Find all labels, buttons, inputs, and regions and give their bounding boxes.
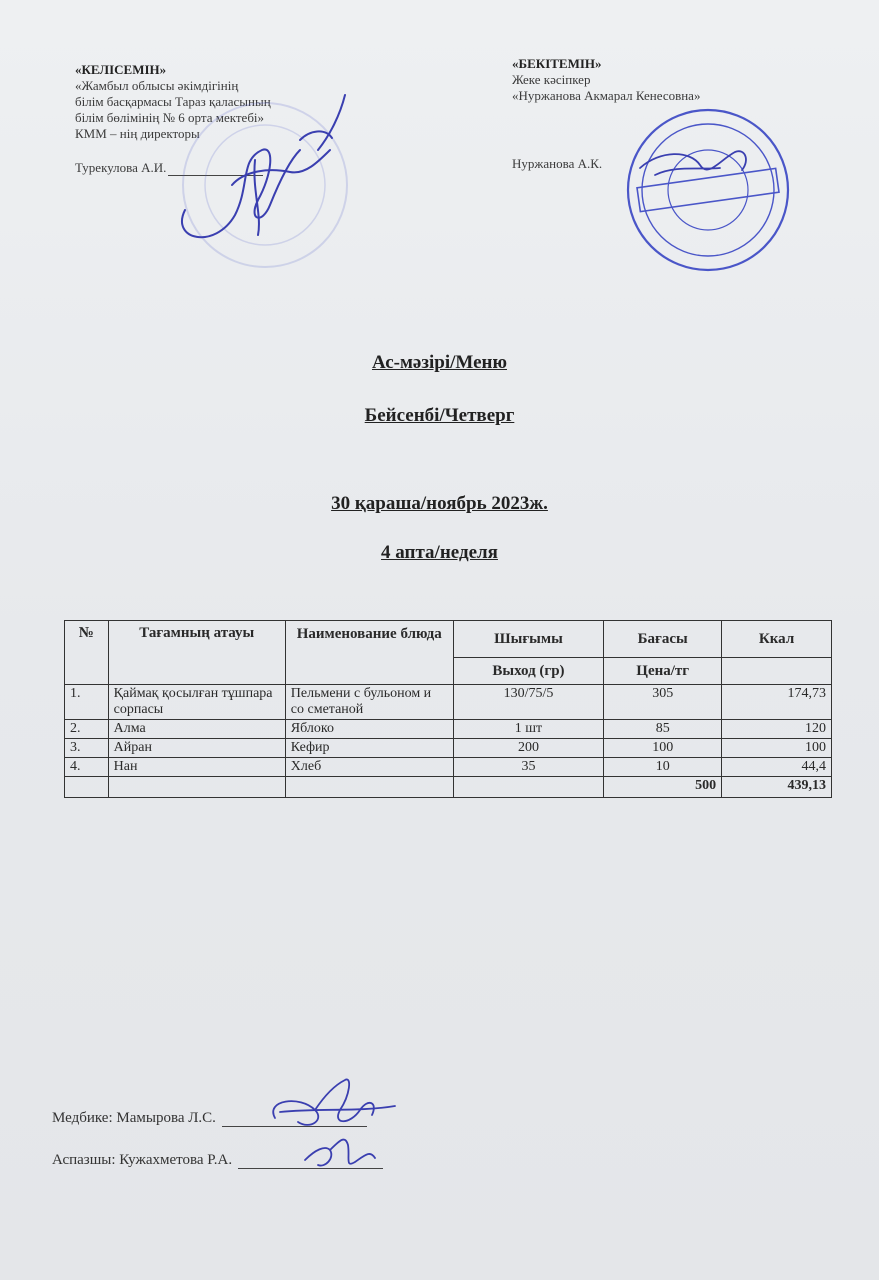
cell-empty [65, 777, 109, 798]
signer-line [75, 160, 375, 176]
signer-name: Турекулова А.И. [75, 160, 167, 175]
header-no: № [65, 621, 109, 685]
total-kcal: 439,13 [722, 777, 832, 798]
cell-output: 35 [453, 758, 604, 777]
approval-line: білім басқармасы Тараз қаласының [75, 94, 271, 109]
table-row [65, 685, 832, 720]
approval-heading: «КЕЛІСЕМІН» [75, 62, 167, 77]
cell-no: 1. [65, 685, 109, 720]
approval-line: «Нуржанова Акмарал Кенесовна» [512, 88, 701, 103]
approval-block-right [512, 56, 812, 172]
cell-kcal: 174,73 [722, 685, 832, 720]
day-title: Бейсенбі/Четверг [364, 405, 515, 426]
cell-empty [108, 777, 285, 798]
table-row [65, 758, 832, 777]
header-name-kz: Тағамның атауы [108, 621, 285, 685]
menu-table [64, 620, 832, 798]
cell-output: 200 [453, 739, 604, 758]
header-name-ru: Наименование блюда [285, 621, 453, 685]
cell-name-kz: Нан [108, 758, 285, 777]
cook-signature-line [52, 1152, 383, 1169]
week-title: 4 апта/неделя [381, 542, 498, 563]
header-price-ru: Цена/тг [604, 658, 722, 685]
table-row [65, 739, 832, 758]
signature-underline [222, 1126, 367, 1127]
cell-name-ru: Кефир [285, 739, 453, 758]
cell-name-kz: Қаймақ қосылған тұшпара сорпасы [108, 685, 285, 720]
cell-price: 100 [604, 739, 722, 758]
approval-line: «Жамбыл облысы әкімдігінің [75, 78, 239, 93]
signer-name: Нуржанова А.К. [512, 156, 603, 171]
cell-name-ru: Пельмени с бульоном и со сметаной [285, 685, 453, 720]
cell-no: 2. [65, 720, 109, 739]
cell-no: 3. [65, 739, 109, 758]
cell-output: 130/75/5 [453, 685, 604, 720]
cell-price: 305 [604, 685, 722, 720]
cell-kcal: 100 [722, 739, 832, 758]
approval-line: КММ – нің директоры [75, 126, 200, 141]
table-row [65, 720, 832, 739]
cook-name: Аспазшы: Кужахметова Р.А. [52, 1152, 233, 1168]
header-output-kz: Шығымы [453, 621, 604, 658]
cell-name-ru: Хлеб [285, 758, 453, 777]
menu-title: Ас-мәзірі/Меню [371, 352, 507, 373]
cell-price: 85 [604, 720, 722, 739]
signature-underline [238, 1168, 383, 1169]
cell-name-kz: Айран [108, 739, 285, 758]
cell-kcal: 120 [722, 720, 832, 739]
cell-name-ru: Яблоко [285, 720, 453, 739]
cell-empty [453, 777, 604, 798]
approval-heading: «БЕКІТЕМІН» [512, 56, 602, 71]
nurse-name: Медбике: Мамырова Л.С. [52, 1110, 216, 1126]
header-kcal: Ккал [722, 621, 832, 658]
cell-name-kz: Алма [108, 720, 285, 739]
cell-price: 10 [604, 758, 722, 777]
signature-underline [168, 175, 263, 176]
cell-kcal: 44,4 [722, 758, 832, 777]
table-total-row [65, 777, 832, 798]
approval-line: білім бөлімінің № 6 орта мектебі» [75, 110, 265, 125]
approval-block-left [75, 62, 375, 176]
cell-output: 1 шт [453, 720, 604, 739]
nurse-signature-line [52, 1110, 367, 1127]
cell-empty [285, 777, 453, 798]
date-title: 30 қараша/ноябрь 2023ж. [331, 493, 548, 514]
header-output-ru: Выход (гр) [453, 658, 604, 685]
approval-line: Жеке кәсіпкер [512, 72, 591, 87]
cell-no: 4. [65, 758, 109, 777]
table-header-row [65, 621, 832, 658]
header-price-kz: Бағасы [604, 621, 722, 658]
header-empty [722, 658, 832, 685]
total-price: 500 [604, 777, 722, 798]
